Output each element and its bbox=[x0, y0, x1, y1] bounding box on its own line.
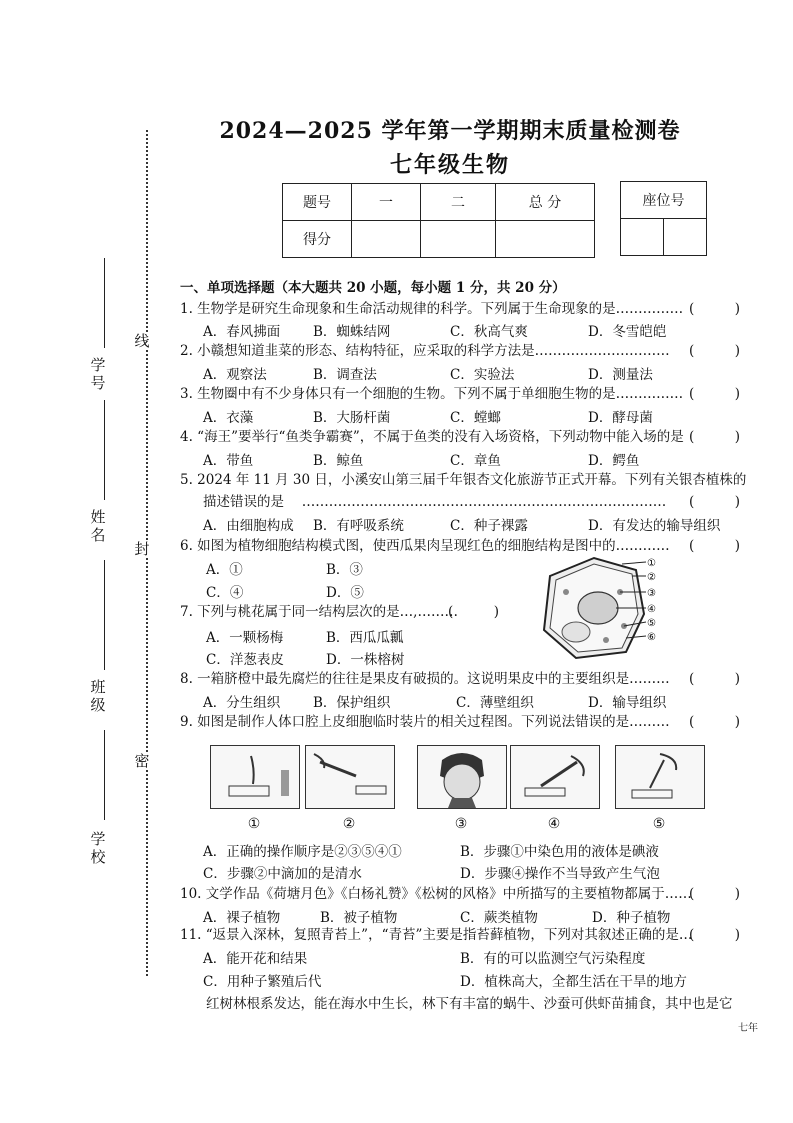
option: B．调查法 bbox=[313, 367, 377, 383]
cell-label: ⑤ bbox=[647, 618, 656, 629]
option: B．步骤①中染色用的液体是碘液 bbox=[460, 844, 659, 860]
drop-step-illustration bbox=[306, 746, 394, 808]
student-id-line bbox=[104, 258, 105, 348]
question-10 bbox=[180, 885, 746, 903]
option: A．正确的操作顺序是②③⑤④① bbox=[203, 844, 402, 860]
option: D．酵母菌 bbox=[588, 410, 653, 426]
option: C．蕨类植物 bbox=[460, 910, 538, 926]
score-cell[interactable] bbox=[352, 221, 421, 258]
section-heading: 一、单项选择题（本大题共 20 小题，每小题 1 分，共 20 分） bbox=[180, 280, 566, 296]
answer-paren: ( ) bbox=[688, 671, 740, 687]
option: C．用种子繁殖后代 bbox=[203, 974, 322, 990]
question-stem: 4. “海王”要举行“鱼类争霸赛”，不属于鱼类的没有入场资格，下列动物中能入场的是 bbox=[180, 429, 684, 445]
class-line bbox=[104, 560, 105, 670]
step-number: ③ bbox=[454, 816, 468, 832]
score-table bbox=[282, 183, 595, 258]
option: D．步骤④操作不当导致产生气泡 bbox=[460, 866, 660, 882]
option: C．实验法 bbox=[450, 367, 515, 383]
step-number: ④ bbox=[547, 816, 561, 832]
step-photo-2 bbox=[305, 745, 395, 809]
mouth-rinse-illustration bbox=[418, 746, 506, 808]
option: A．裸子植物 bbox=[203, 910, 281, 926]
binding-word-secret: 密 bbox=[132, 752, 152, 770]
option: B．西瓜瓜瓤 bbox=[326, 630, 404, 646]
score-header-cell: 二 bbox=[421, 184, 496, 221]
exam-subtitle: 七年级生物 bbox=[389, 152, 510, 178]
option: A．带鱼 bbox=[203, 453, 254, 469]
question-stem: 5. 2024 年 11 月 30 日，小溪安山第三届千年银杏文化旅游节正式开幕。下列有关银杏植株的 bbox=[180, 472, 747, 488]
answer-paren: ( ) bbox=[688, 301, 740, 317]
question-4 bbox=[180, 428, 746, 446]
score-row-label: 得分 bbox=[283, 221, 352, 258]
option: D．一株榕树 bbox=[326, 652, 405, 668]
answer-paren: ( ) bbox=[688, 927, 740, 943]
option: D．种子植物 bbox=[592, 910, 671, 926]
binding-word-line: 线 bbox=[132, 332, 152, 350]
option: A．由细胞构成 bbox=[203, 518, 294, 534]
option: A．能开花和结果 bbox=[203, 951, 308, 967]
option: D．植株高大，全都生活在干旱的地方 bbox=[460, 974, 687, 990]
option: B．鲸鱼 bbox=[313, 453, 364, 469]
cell-label: ① bbox=[647, 558, 656, 569]
question-stem: 10. 文学作品《荷塘月色》《白杨礼赞》《松树的风格》中所描写的主要植物都属于…… bbox=[180, 886, 692, 902]
vacuole-shape bbox=[562, 622, 590, 642]
step-photo-3 bbox=[417, 745, 507, 809]
option: A．春风拂面 bbox=[203, 324, 281, 340]
answer-paren: ( ) bbox=[688, 714, 740, 730]
step-number: ⑤ bbox=[652, 816, 666, 832]
answer-paren: ( ) bbox=[688, 343, 740, 359]
option: A．衣藻 bbox=[203, 410, 254, 426]
school-label: 学校 bbox=[90, 830, 106, 866]
question-1 bbox=[180, 300, 746, 318]
option: C．螳螂 bbox=[450, 410, 501, 426]
school-line bbox=[104, 730, 105, 820]
cell-label: ④ bbox=[647, 604, 656, 615]
continued-passage: 红树林根系发达，能在海水中生长，林下有丰富的蜗牛、沙蚕可供虾苗捕食，其中也是它 bbox=[206, 996, 733, 1012]
option: D．输导组织 bbox=[588, 695, 667, 711]
option: D．⑤ bbox=[326, 585, 364, 601]
scrape-step-illustration bbox=[616, 746, 704, 808]
question-9 bbox=[180, 713, 746, 731]
question-7 bbox=[180, 603, 520, 621]
question-stem: 7. 下列与桃花属于同一结构层次的是…,……… bbox=[180, 604, 458, 620]
answer-paren: ( ) bbox=[688, 386, 740, 402]
question-stem: 2. 小赣想知道韭菜的形态、结构特征，应采取的科学方法是………………………… bbox=[180, 343, 670, 359]
question-stem: 8. 一箱脐橙中最先腐烂的往往是果皮有破损的。这说明果皮中的主要组织是……… bbox=[180, 671, 670, 687]
step-photo-1 bbox=[210, 745, 300, 809]
organelle-dot bbox=[563, 589, 569, 595]
step-photo-4 bbox=[510, 745, 600, 809]
seat-table bbox=[620, 181, 707, 256]
option: D．测量法 bbox=[588, 367, 653, 383]
question-stem: 9. 如图是制作人体口腔上皮细胞临时装片的相关过程图。下列说法错误的是……… bbox=[180, 714, 670, 730]
binding-word-seal: 封 bbox=[132, 540, 152, 558]
option: C．种子裸露 bbox=[450, 518, 528, 534]
option: C．④ bbox=[206, 585, 244, 601]
answer-paren: ( ) bbox=[688, 538, 740, 554]
question-stem: 11. “返景入深林，复照青苔上”，“青苔”主要是指苔藓植物，下列对其叙述正确的是… bbox=[180, 927, 693, 943]
option: C．章鱼 bbox=[450, 453, 501, 469]
option: A．分生组织 bbox=[203, 695, 281, 711]
option: A．一颗杨梅 bbox=[206, 630, 284, 646]
step-photo-5 bbox=[615, 745, 705, 809]
organelle-dot bbox=[603, 637, 609, 643]
page-corner-mark: 七年 bbox=[738, 1023, 758, 1034]
question-stem: 1. 生物学是研究生命现象和生命活动规律的科学。下列属于生命现象的是…………… bbox=[180, 301, 684, 317]
question-5 bbox=[180, 471, 746, 489]
option: B．大肠杆菌 bbox=[313, 410, 391, 426]
option: D．有发达的输导组织 bbox=[588, 518, 721, 534]
step-number: ② bbox=[342, 816, 356, 832]
option: D．冬雪皑皑 bbox=[588, 324, 667, 340]
option: B．③ bbox=[326, 562, 363, 578]
question-2 bbox=[180, 342, 746, 360]
class-label: 班级 bbox=[90, 678, 106, 714]
answer-paren: ( ) bbox=[688, 429, 740, 445]
label-pointer bbox=[622, 562, 646, 564]
question-11 bbox=[180, 926, 746, 944]
question-3 bbox=[180, 385, 746, 403]
answer-paren: ( ) bbox=[688, 886, 740, 902]
seat-cell[interactable] bbox=[621, 219, 664, 256]
step-number: ① bbox=[247, 816, 261, 832]
score-header-cell: 题号 bbox=[283, 184, 352, 221]
score-cell[interactable] bbox=[421, 221, 496, 258]
cell-label: ⑥ bbox=[647, 632, 656, 643]
cell-label: ③ bbox=[647, 588, 656, 599]
question-stem: 6. 如图为植物细胞结构模式图，使西瓜果肉呈现红色的细胞结构是图中的………… bbox=[180, 538, 670, 554]
seat-label: 座位号 bbox=[621, 182, 707, 219]
option: B．保护组织 bbox=[313, 695, 391, 711]
name-label: 姓名 bbox=[90, 508, 106, 544]
cover-slip-illustration bbox=[511, 746, 599, 808]
score-header-cell: 总 分 bbox=[496, 184, 595, 221]
score-header-cell: 一 bbox=[352, 184, 421, 221]
answer-paren: ( ) bbox=[688, 494, 740, 510]
plant-cell-diagram bbox=[536, 552, 666, 664]
exam-title: 2024—2025 学年第一学期期末质量检测卷 bbox=[219, 118, 681, 144]
option: B．有的可以监测空气污染程度 bbox=[460, 951, 646, 967]
answer-paren: ( ) bbox=[448, 604, 500, 620]
option: A．① bbox=[206, 562, 243, 578]
option: C．步骤②中滴加的是清水 bbox=[203, 866, 362, 882]
option: C．薄壁组织 bbox=[456, 695, 534, 711]
option: C．洋葱表皮 bbox=[206, 652, 284, 668]
option: B．被子植物 bbox=[320, 910, 398, 926]
name-line bbox=[104, 400, 105, 500]
cell-label: ② bbox=[647, 572, 656, 583]
nucleus-shape bbox=[578, 592, 618, 624]
option: C．秋高气爽 bbox=[450, 324, 528, 340]
option: B．蜘蛛结网 bbox=[313, 324, 391, 340]
student-id-label: 学号 bbox=[90, 356, 106, 392]
question-stem: 3. 生物圈中有不少身体只有一个细胞的生物。下列不属于单细胞生物的是…………… bbox=[180, 386, 684, 402]
question-stem: 描述错误的是 ……………………………………………………………………… bbox=[203, 494, 667, 510]
option: D．鳄鱼 bbox=[588, 453, 640, 469]
option: B．有呼吸系统 bbox=[313, 518, 404, 534]
score-cell[interactable] bbox=[496, 221, 595, 258]
stain-step-illustration bbox=[211, 746, 299, 808]
question-8 bbox=[180, 670, 746, 688]
option: A．观察法 bbox=[203, 367, 267, 383]
question-5-line2 bbox=[203, 493, 746, 511]
seat-cell[interactable] bbox=[664, 219, 707, 256]
